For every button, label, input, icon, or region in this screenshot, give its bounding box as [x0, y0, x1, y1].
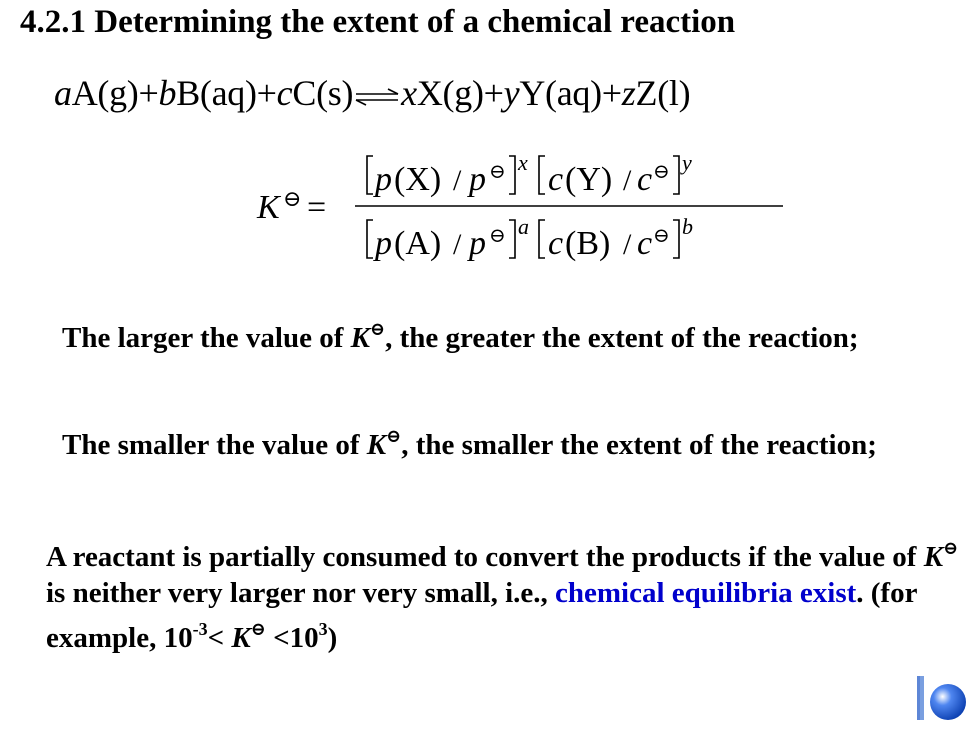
coef-b: b	[158, 73, 177, 113]
text-segment: <	[207, 622, 232, 654]
svg-text:(A): (A)	[394, 225, 442, 262]
species-b: B(aq)+	[176, 73, 277, 113]
standard-state-superscript: ⊖	[386, 426, 402, 446]
equilibrium-constant-expression	[255, 140, 795, 270]
denominator	[367, 214, 693, 262]
svg-text:y: y	[682, 150, 692, 175]
text-segment: , the smaller the extent of the reaction;	[401, 429, 877, 461]
k-symbol-inline: K	[923, 541, 944, 573]
text-segment: )	[327, 622, 338, 654]
paragraph-equilibria	[46, 530, 976, 656]
svg-text:c: c	[548, 225, 564, 262]
svg-text:=: =	[307, 189, 327, 226]
svg-text:/: /	[623, 228, 632, 261]
svg-text:c: c	[637, 225, 653, 262]
paragraph-larger-k	[62, 311, 962, 356]
svg-text:p: p	[375, 161, 392, 198]
slide-title: 4.2.1 Determining the extent of a chemical reaction	[20, 4, 736, 40]
svg-text:/: /	[453, 164, 462, 197]
exponent-lower: -3	[192, 619, 208, 639]
k-symbol-inline: K	[366, 429, 387, 461]
svg-text:c: c	[637, 161, 653, 198]
species-x: X(g)+	[416, 73, 504, 113]
svg-text:p: p	[469, 161, 486, 198]
svg-text:⊖: ⊖	[653, 161, 670, 183]
svg-text:a: a	[518, 214, 529, 239]
svg-text:b: b	[682, 214, 693, 239]
svg-text:⊖: ⊖	[283, 186, 302, 211]
svg-text:/: /	[623, 164, 632, 197]
text-segment: A reactant is partially consumed to convert the products if the value of	[46, 541, 924, 573]
text-segment: The smaller the value of	[62, 429, 367, 461]
species-y: Y(aq)+	[519, 73, 622, 113]
text-segment: , the greater the extent of the reaction;	[385, 322, 859, 354]
text-segment: The larger the value of	[62, 322, 351, 354]
species-a: A(g)+	[71, 73, 159, 113]
coef-y: y	[503, 73, 520, 113]
standard-state-superscript: ⊖	[369, 319, 386, 339]
svg-text:(X): (X)	[394, 161, 442, 198]
paragraph-smaller-k	[62, 418, 962, 463]
text-segment: <10	[265, 622, 319, 654]
svg-text:⊖: ⊖	[489, 161, 506, 183]
svg-text:⊖: ⊖	[489, 225, 506, 247]
highlight-equilibria-text: chemical equilibria exist	[555, 577, 857, 609]
svg-text:K: K	[257, 189, 280, 226]
coef-z: z	[621, 73, 636, 113]
logo-icon	[914, 674, 970, 722]
svg-text:p: p	[469, 225, 486, 262]
svg-text:⊖: ⊖	[653, 225, 670, 247]
svg-text:(Y): (Y)	[565, 161, 613, 198]
svg-text:(B): (B)	[565, 225, 611, 262]
equilibrium-arrow-icon	[354, 88, 400, 106]
svg-text:x: x	[518, 150, 528, 175]
coef-x: x	[401, 73, 417, 113]
k-symbol-inline: K	[350, 322, 370, 354]
coef-c: c	[276, 73, 293, 113]
species-c: C(s)	[292, 73, 354, 113]
k-symbol-inline: K	[231, 622, 251, 654]
standard-state-superscript: ⊖	[943, 538, 959, 558]
reaction-equation	[54, 72, 690, 114]
numerator	[367, 150, 692, 198]
species-z: Z(l)	[635, 73, 691, 113]
k-symbol	[256, 186, 326, 226]
exponent-upper: 3	[318, 619, 328, 639]
svg-text:c: c	[548, 161, 564, 198]
coef-a: a	[54, 73, 72, 113]
text-segment: is neither very larger nor very small, i.e.,	[46, 577, 556, 609]
standard-state-superscript: ⊖	[250, 619, 266, 639]
svg-text:p: p	[375, 225, 392, 262]
text-segment: . (for example, 10	[46, 577, 917, 654]
svg-text:/: /	[453, 228, 462, 261]
